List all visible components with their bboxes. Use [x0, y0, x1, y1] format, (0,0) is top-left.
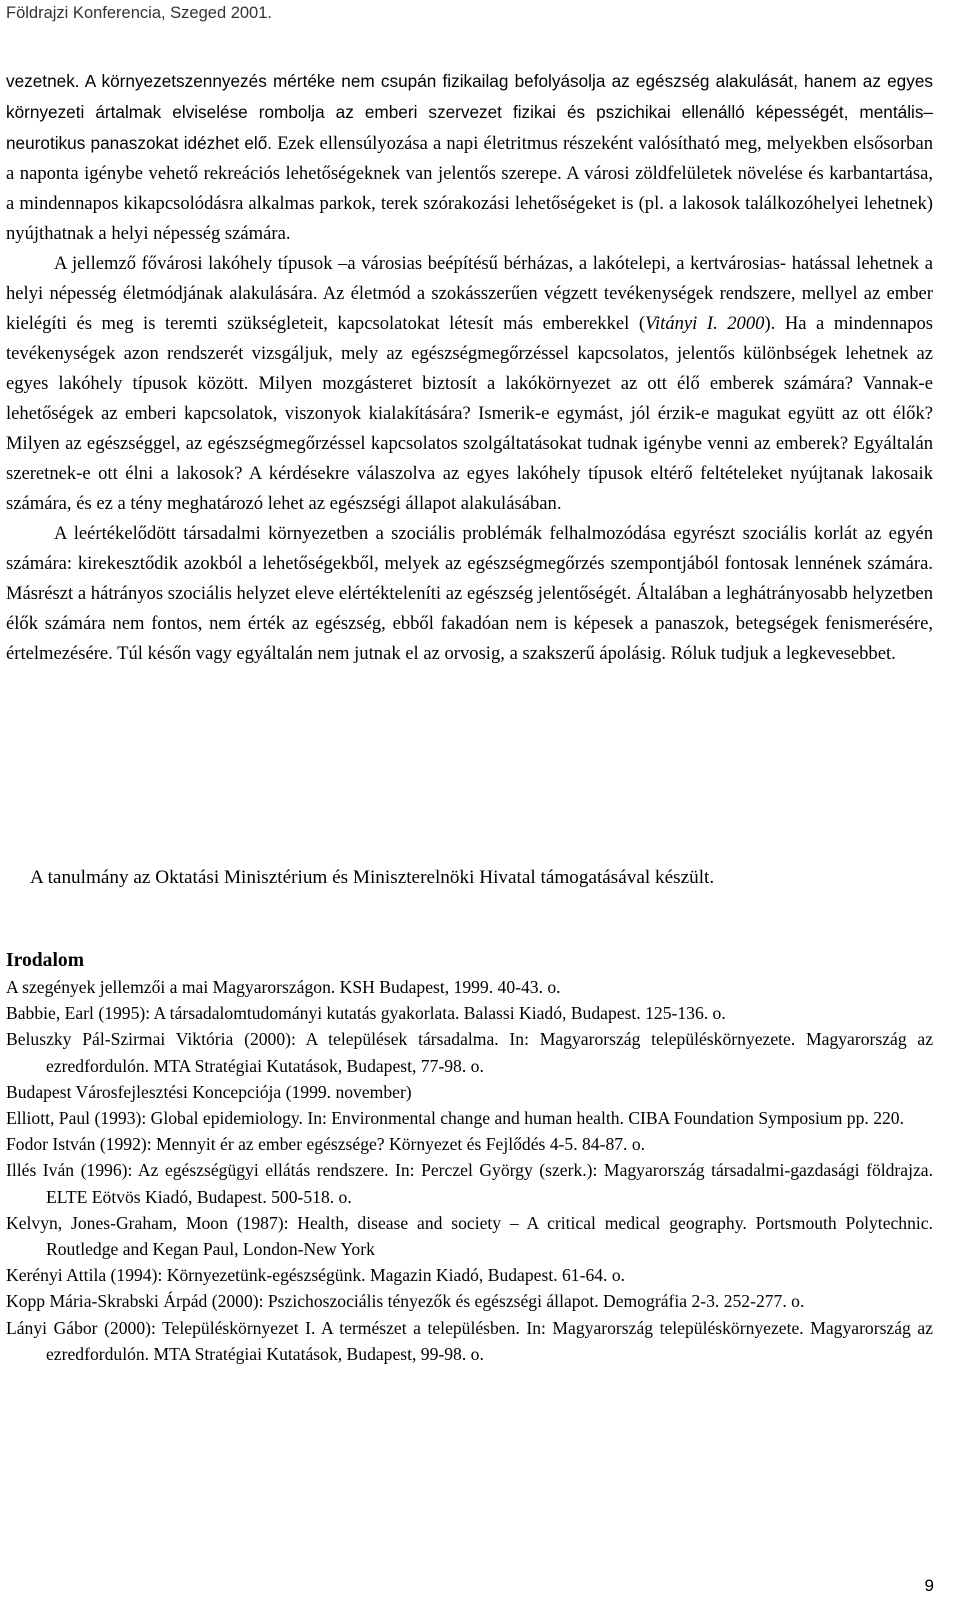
reference-item: Illés Iván (1996): Az egészségügyi ellátás rendszere. In: Perczel György (szerk.): Magyarország társadalmi-gazdasági földrajza. ELTE Eötvös Kiadó, Budapest. 500-518. o.: [6, 1160, 933, 1207]
citation-vitanyi: Vitányi I. 2000: [645, 313, 765, 334]
paragraph-1-serif-segment: Ezek ellensúlyozása a napi életritmus részeként valósítható meg, melyekben elsősorban a naponta igénybe vehető rekreációs lehetőségeknek van jelentős szerepe. A városi zöldfelületek növelése és karbantartása, a mindennapos kikapcsolódásra alkalmas parkok, terek szórakozási lehetőségeket is (pl. a lakosok találkozóhelyei lehetnek) nyújthatnak a helyi népesség számára.: [6, 133, 933, 244]
reference-item: Fodor István (1992): Mennyit ér az ember egészsége? Környezet és Fejlődés 4-5. 84-87. o.: [6, 1134, 646, 1155]
paragraph-2-before-citation: A jellemző fővárosi lakóhely típusok –a városias beépítésű bérházas, a lakótelepi, a kertvárosias- hatással lehetnek a helyi népesség életmódjának alakulására. Az életmód a szokásszerűen végzett tevékenységek rendszere, mellyel az ember kielégíti és meg is teremti szükségleteit, kapcsolatokat létesít más emberekkel (: [6, 253, 933, 334]
reference-item: Beluszky Pál-Szirmai Viktória (2000): A települések társadalma. In: Magyarország településkörnyezete. Magyarország az ezredfordulón. MTA Stratégiai Kutatások, Budapest, 77-98. o.: [6, 1029, 933, 1076]
reference-item: A szegények jellemzői a mai Magyarországon. KSH Budapest, 1999. 40-43. o.: [6, 977, 561, 997]
main-text: [6, 66, 933, 669]
reference-item: Elliott, Paul (1993): Global epidemiology. In: Environmental change and human health. CIBA Foundation Symposium pp. 220.: [6, 1108, 904, 1129]
paragraph-2-after-citation: ). Ha a mindennapos tevékenységek azon rendszerét vizsgáljuk, mely az egészségmegőrzéssel kapcsolatos, jelentős különbségek lehetnek az egyes lakóhely típusok között. Milyen mozgásteret biztosít a lakókörnyezet az ott élő emberek számára? Vannak-e lehetőségek az emberi kapcsolatok, viszonyok kialakítására? Ismerik-e egymást, jól érzik-e magukat együtt az ott élők? Milyen az egészséggel, az egészségmegőrzéssel kapcsolatos szolgáltatásokat tudnak igénybe venni az emberek? Egyáltalán szeretnek-e ott élni a lakosok? A kérdésekre válaszolva az egyes lakóhely típusok eltérő feltételeket nyújtanak lakosaik számára, és ez a tény meghatározó lehet az egészségi állapot alakulásában.: [6, 313, 933, 514]
paragraph-1-sans-segment: vezetnek. A környezetszennyezés mértéke nem csupán fizikailag befolyásolja az egészség alakulását, hanem az egyes környezeti ártalmak elviselése rombolja az emberi szervezet fizikai és pszichikai ellenálló képességét, mentális–neurotikus panaszokat idézhet elő.: [6, 71, 933, 153]
reference-item: Kelvyn, Jones-Graham, Moon (1987): Health, disease and society – A critical medical geography. Portsmouth Polytechnic. Routledge and Kegan Paul, London-New York: [6, 1212, 933, 1260]
references-list: [6, 974, 933, 1367]
acknowledgement: A tanulmány az Oktatási Minisztérium és Miniszterelnöki Hivatal támogatásával készült.: [30, 867, 715, 888]
paragraph-3: A leértékelődött társadalmi környezetben a szociális problémák felhalmozódása egyrészt szociális korlát az egyén számára: kirekesztődik azokból a lehetőségekből, melyek az egészségmegőrzés szempontjából fontosak lennének számára. Másrészt a hátrányos szociális helyzet eleve elértékteleníti az egészség jelentőségét. Általában a leghátrányosabb helyzetben élők számára nem fontos, nem érték az egészség, ebből fakadóan nem is képesek a panaszok, betegségek fenismerésére, értelmezésére. Túl későn vagy egyáltalán nem jutnak el az orvosig, a szakszerű ápolásig. Róluk tudjuk a legkevesebbet.: [6, 523, 933, 664]
paragraph-1: [6, 66, 933, 249]
reference-item: Budapest Városfejlesztési Koncepciója (1999. november): [6, 1081, 412, 1102]
reference-item: Babbie, Earl (1995): A társadalomtudományi kutatás gyakorlata. Balassi Kiadó, Budapest. 125-136. o.: [6, 1003, 726, 1024]
reference-item: Kerényi Attila (1994): Környezetünk-egészségünk. Magazin Kiadó, Budapest. 61-64. o.: [6, 1265, 626, 1286]
reference-item: Kopp Mária-Skrabski Árpád (2000): Pszichoszociális tényezők és egészségi állapot. Demográfia 2-3. 252-277. o.: [6, 1291, 805, 1312]
page-number: 9: [924, 1576, 934, 1595]
references-heading: Irodalom: [6, 950, 85, 971]
running-header: Földrajzi Konferencia, Szeged 2001.: [6, 4, 272, 22]
reference-item: Lányi Gábor (2000): Településkörnyezet I. A természet a településben. In: Magyarország településkörnyezete. Magyarország az ezredfordulón. MTA Stratégiai Kutatások, Budapest, 99-98. o.: [6, 1317, 933, 1364]
paragraph-2: [6, 249, 933, 519]
